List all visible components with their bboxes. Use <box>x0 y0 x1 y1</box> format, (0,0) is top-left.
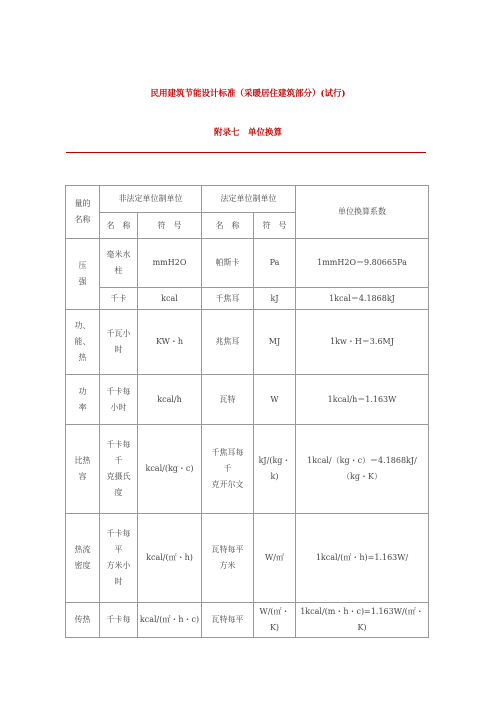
legal-name-cell: 兆焦耳 <box>202 310 254 375</box>
nonlegal-name-cell: 千卡每 平 方米小 时 <box>100 514 138 603</box>
legal-symbol-cell: W/(㎡・K) <box>254 603 296 638</box>
legal-symbol-cell: W/㎡ <box>254 514 296 603</box>
legal-name-cell: 帕斯卡 <box>202 239 254 288</box>
legal-name-cell: 千焦耳 <box>202 288 254 310</box>
document-title: 民用建筑节能设计标准（采暖居住建筑部分）(试行) <box>150 89 346 99</box>
divider-line <box>66 152 426 153</box>
legal-name-cell: 瓦特每平 方米 <box>202 514 254 603</box>
header-conversion-factor: 单位换算系数 <box>296 186 429 239</box>
legal-symbol-cell: kJ/(kg・k) <box>254 425 296 514</box>
conversion-factor-cell: 1kw・H＝3.6MJ <box>296 310 429 375</box>
table-row <box>66 239 429 288</box>
nonlegal-name-cell: 千卡每 <box>100 603 138 638</box>
conversion-factor-cell: 1kcal/(m・h・c)=1.163W/(㎡・K) <box>296 603 429 638</box>
conversion-factor-cell: 1kcal/(㎡・h)=1.163W/ <box>296 514 429 603</box>
legal-name-cell: 瓦特 <box>202 375 254 425</box>
table-row <box>66 375 429 425</box>
header-legal-name: 名 称 <box>202 213 254 239</box>
quantity-cell: 功 率 <box>66 375 100 425</box>
nonlegal-symbol-cell: mmH2O <box>138 239 202 288</box>
quantity-cell: 热流 密度 <box>66 514 100 603</box>
nonlegal-name-cell: 千卡每 千 克摄氏 度 <box>100 425 138 514</box>
nonlegal-symbol-cell: kcal/(kg・c) <box>138 425 202 514</box>
legal-symbol-cell: W <box>254 375 296 425</box>
table-header-row <box>66 186 429 213</box>
conversion-factor-cell: 1kcal/（kg・c）＝4.1868kJ/（kg・K） <box>296 425 429 514</box>
legal-symbol-cell: MJ <box>254 310 296 375</box>
nonlegal-name-cell: 毫米水 柱 <box>100 239 138 288</box>
header-nonlegal-name: 名 称 <box>100 213 138 239</box>
legal-symbol-cell: Pa <box>254 239 296 288</box>
legal-name-cell: 千焦耳每 千 克开尔文 <box>202 425 254 514</box>
nonlegal-name-cell: 千卡每 小时 <box>100 375 138 425</box>
unit-conversion-table <box>65 185 429 638</box>
table-row <box>66 514 429 603</box>
nonlegal-name-cell: 千卡 <box>100 288 138 310</box>
table-row <box>66 288 429 310</box>
table-row <box>66 310 429 375</box>
table-row <box>66 603 429 638</box>
nonlegal-symbol-cell: kcal/(㎡・h・c) <box>138 603 202 638</box>
legal-symbol-cell: kJ <box>254 288 296 310</box>
appendix-title: 附录七 单位换算 <box>213 128 282 138</box>
conversion-factor-cell: 1mmH2O＝9.80665Pa <box>296 239 429 288</box>
header-legal-symbol: 符 号 <box>254 213 296 239</box>
quantity-cell: 比热 容 <box>66 425 100 514</box>
header-quantity-name: 量的 名称 <box>66 186 100 239</box>
table-row <box>66 425 429 514</box>
conversion-factor-cell: 1kcal＝4.1868kJ <box>296 288 429 310</box>
nonlegal-symbol-cell: kcal/(㎡・h) <box>138 514 202 603</box>
header-nonlegal-units: 非法定单位制单位 <box>100 186 202 213</box>
quantity-cell: 压 强 <box>66 239 100 310</box>
header-legal-units: 法定单位制单位 <box>202 186 296 213</box>
legal-name-cell: 瓦特每平 <box>202 603 254 638</box>
nonlegal-symbol-cell: kcal/h <box>138 375 202 425</box>
nonlegal-name-cell: 千瓦小 时 <box>100 310 138 375</box>
quantity-cell: 功、 能、 热 <box>66 310 100 375</box>
header-nonlegal-symbol: 符 号 <box>138 213 202 239</box>
quantity-cell: 传热 <box>66 603 100 638</box>
conversion-factor-cell: 1kcal/h＝1.163W <box>296 375 429 425</box>
nonlegal-symbol-cell: kcal <box>138 288 202 310</box>
nonlegal-symbol-cell: KW・h <box>138 310 202 375</box>
